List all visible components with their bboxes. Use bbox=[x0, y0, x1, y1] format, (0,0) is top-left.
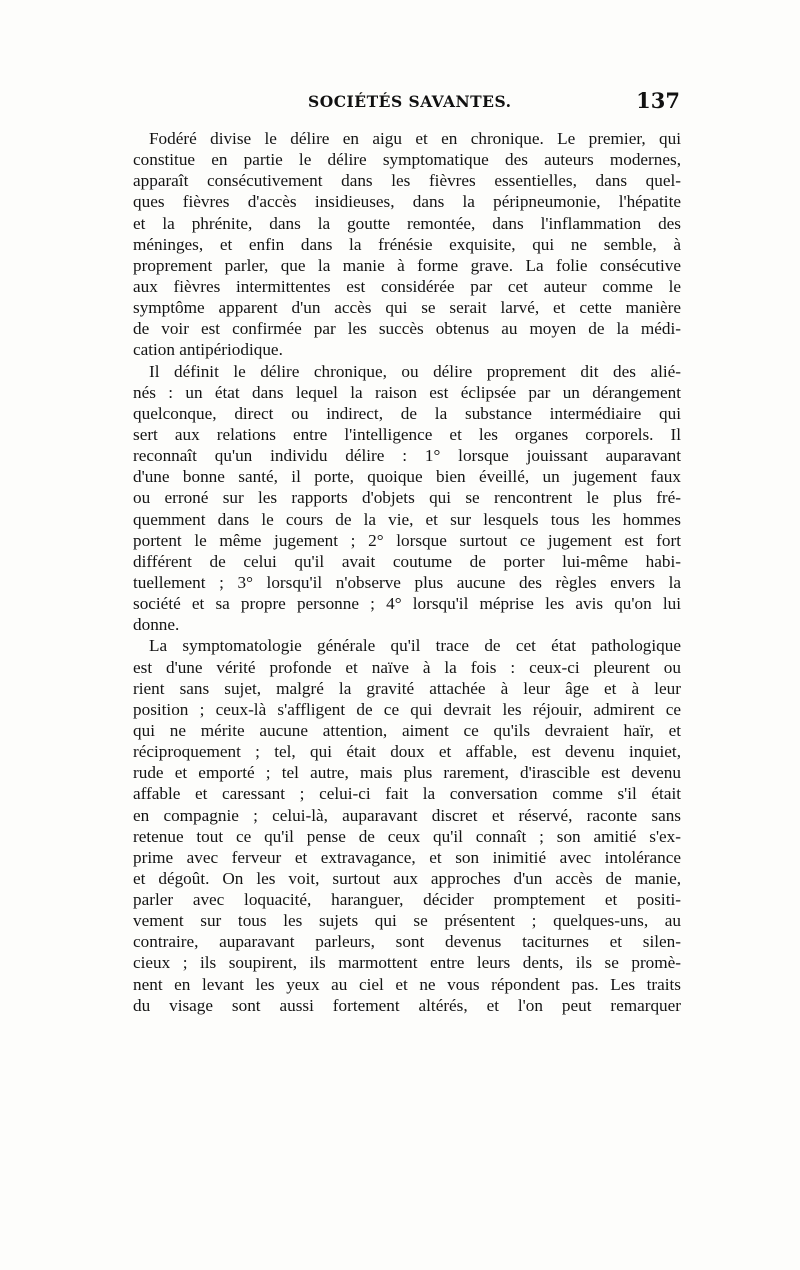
text-line: affable et caressant ; celui-ci fait la conversation comme s'il était bbox=[133, 784, 681, 804]
text-line: prime avec ferveur et extravagance, et son inimitié avec intolérance bbox=[133, 847, 681, 867]
text-line: portent le même jugement ; 2° lorsque surtout ce jugement est fort bbox=[133, 530, 681, 550]
text-line: proprement parler, que la manie à forme grave. La folie consécutive bbox=[133, 255, 681, 275]
text-line: nent en levant les yeux au ciel et ne vous répondent pas. Les traits bbox=[133, 974, 681, 994]
text-line: d'une bonne santé, il porte, quoique bien éveillé, un jugement faux bbox=[133, 467, 681, 487]
text-line: symptôme apparent d'un accès qui se serait larvé, et cette manière bbox=[133, 298, 681, 318]
text-line: contraire, auparavant parleurs, sont devenus taciturnes et silen- bbox=[133, 932, 681, 952]
text-line: rient sans sujet, malgré la gravité attachée à leur âge et à leur bbox=[133, 678, 681, 698]
text-line: qui ne mérite aucune attention, aiment ce qu'ils devraient haïr, et bbox=[133, 720, 681, 740]
text-line: quelconque, direct ou indirect, de la substance intermédiaire qui bbox=[133, 403, 681, 423]
text-line: La symptomatologie générale qu'il trace de cet état pathologique bbox=[149, 636, 681, 656]
text-line: ques fièvres d'accès insidieuses, dans la péripneumonie, l'hépatite bbox=[133, 192, 681, 212]
text-line: rude et emporté ; tel autre, mais plus rarement, d'irascible est devenu bbox=[133, 763, 681, 783]
page-number: 137 bbox=[636, 88, 680, 113]
paragraph bbox=[133, 361, 681, 636]
text-line: du visage sont aussi fortement altérés, et l'on peut remarquer bbox=[133, 995, 681, 1015]
text-line: apparaît consécutivement dans les fièvres essentielles, dans quel- bbox=[133, 171, 681, 191]
text-line: reconnaît qu'un individu délire : 1° lorsque jouissant auparavant bbox=[133, 446, 681, 466]
text-line: position ; ceux-là s'affligent de ce qui devrait les réjouir, admirent ce bbox=[133, 699, 681, 719]
text-line: et la phrénite, dans la goutte remontée, dans l'inflammation des bbox=[133, 213, 681, 233]
text-line: ou erroné sur les rapports d'objets qui se rencontrent le plus fré- bbox=[133, 488, 681, 508]
paragraph bbox=[133, 635, 681, 1016]
text-line: vement sur tous les sujets qui se présentent ; quelques-uns, au bbox=[133, 911, 681, 931]
text-line: sert aux relations entre l'intelligence et les organes corporels. Il bbox=[133, 424, 681, 444]
text-line: réciproquement ; tel, qui était doux et affable, est devenu inquiet, bbox=[133, 742, 681, 762]
text-line: cieux ; ils soupirent, ils marmottent entre leurs dents, ils se promè- bbox=[133, 953, 681, 973]
text-line: Fodéré divise le délire en aigu et en chronique. Le premier, qui bbox=[149, 129, 681, 148]
text-line: est d'une vérité profonde et naïve à la fois : ceux-ci pleurent ou bbox=[133, 657, 681, 677]
text-line: de voir est confirmée par les succès obtenus au moyen de la médi- bbox=[133, 319, 681, 339]
page-header bbox=[133, 88, 680, 118]
paragraph bbox=[133, 128, 681, 361]
text-line: aux fièvres intermittentes est considérée par cet auteur comme le bbox=[133, 276, 681, 296]
text-line: différent de celui qu'il avait coutume de porter lui-même habi- bbox=[133, 551, 681, 571]
text-line: en compagnie ; celui-là, auparavant discret et réservé, raconte sans bbox=[133, 805, 681, 825]
text-line: constitue en partie le délire symptomatique des auteurs modernes, bbox=[133, 150, 681, 170]
text-line: nés : un état dans lequel la raison est éclipsée par un dérangement bbox=[133, 382, 681, 402]
text-line: donne. bbox=[133, 615, 180, 635]
text-line: retenue tout ce qu'il pense de ceux qu'il connaît ; son amitié s'ex- bbox=[133, 826, 681, 846]
text-line: quemment dans le cours de la vie, et sur lesquels tous les hommes bbox=[133, 509, 681, 529]
running-title: SOCIÉTÉS SAVANTES. bbox=[308, 92, 512, 111]
body-text bbox=[133, 128, 681, 1016]
text-line: cation antipériodique. bbox=[133, 340, 283, 360]
text-line: tuellement ; 3° lorsqu'il n'observe plus aucune des règles envers la bbox=[133, 572, 681, 592]
text-line: méninges, et enfin dans la frénésie exquisite, qui ne semble, à bbox=[133, 234, 681, 254]
text-line: société et sa propre personne ; 4° lorsqu'il méprise les avis qu'on lui bbox=[133, 594, 681, 614]
text-line: parler avec loquacité, haranguer, décider promptement et positi- bbox=[133, 890, 681, 910]
text-line: et dégoût. On les voit, surtout aux approches d'un accès de manie, bbox=[133, 868, 681, 888]
text-line: Il définit le délire chronique, ou délire proprement dit des alié- bbox=[149, 361, 681, 381]
